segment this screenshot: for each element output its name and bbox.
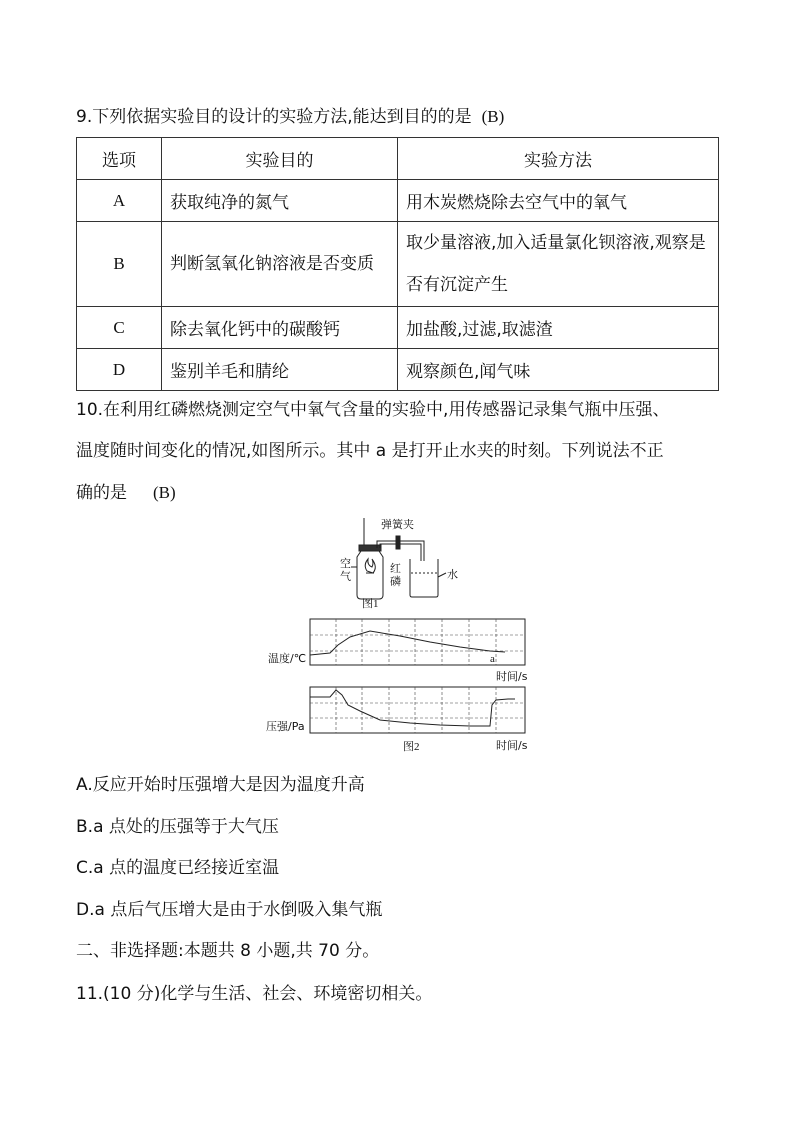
row-a-option: A xyxy=(77,180,162,222)
header-method: 实验方法 xyxy=(398,138,719,180)
q10-option-a: A.反应开始时压强增大是因为温度升高 xyxy=(76,775,365,795)
q10-stem-line2: 温度随时间变化的情况,如图所示。其中 a 是打开止水夹的时刻。下列说法不正 xyxy=(76,441,664,461)
clamp-label: 弹簧夹 xyxy=(381,518,414,531)
flame-icon xyxy=(365,559,375,573)
temperature-curve xyxy=(310,631,505,655)
gas-bottle xyxy=(357,551,383,599)
row-d-option: D xyxy=(77,349,162,391)
row-c-method: 加盐酸,过滤,取滤渣 xyxy=(398,307,719,349)
table-header-row xyxy=(77,138,719,180)
pressure-grid xyxy=(310,687,525,733)
q10-option-c: C.a 点的温度已经接近室温 xyxy=(76,858,280,878)
q10-option-d: D.a 点后气压增大是由于水倒吸入集气瓶 xyxy=(76,900,383,920)
header-option: 选项 xyxy=(77,138,162,180)
pressure-xlabel: 时间/s xyxy=(496,739,528,752)
fig2-caption: 图2 xyxy=(403,741,420,753)
row-b-method: 取少量溶液,加入适量氯化钡溶液,观察是否有沉淀产生 xyxy=(398,222,719,307)
row-d-goal: 鉴别羊毛和腈纶 xyxy=(162,349,398,391)
q10-stem-line1: 10.在利用红磷燃烧测定空气中氧气含量的实验中,用传感器记录集气瓶中压强、 xyxy=(76,400,670,420)
phosphorus-label-2: 磷 xyxy=(390,575,401,588)
spring-clamp xyxy=(396,536,400,549)
pressure-ylabel: 压强/Pa xyxy=(266,720,305,733)
row-b-goal: 判断氢氧化钠溶液是否变质 xyxy=(162,222,398,307)
table-row xyxy=(77,180,719,222)
experiment-figure-svg xyxy=(260,515,540,755)
water-beaker xyxy=(410,559,438,597)
section2-heading: 二、非选择题:本题共 8 小题,共 70 分。 xyxy=(76,941,380,961)
fig1-caption: 图1 xyxy=(362,598,379,610)
bottle-stopper xyxy=(359,545,381,551)
q11-stem: 11.(10 分)化学与生活、社会、环境密切相关。 xyxy=(76,984,433,1004)
row-b-option: B xyxy=(77,222,162,307)
q10-answer: (B) xyxy=(153,483,176,502)
q9-stem: 9.下列依据实验目的设计的实验方法,能达到目的的是 (B) xyxy=(76,107,505,127)
pressure-curve xyxy=(310,690,515,726)
q9-answer: (B) xyxy=(481,107,505,126)
row-a-goal: 获取纯净的氮气 xyxy=(162,180,398,222)
table-row xyxy=(77,222,719,307)
table-row xyxy=(77,349,719,391)
temperature-ylabel: 温度/℃ xyxy=(268,652,307,665)
table-row xyxy=(77,307,719,349)
q9-options-table xyxy=(76,137,719,391)
q10-figure xyxy=(260,515,540,755)
air-label-2: 气 xyxy=(340,570,351,583)
water-pointer xyxy=(438,573,446,577)
pressure-frame xyxy=(310,687,525,733)
row-d-method: 观察颜色,闻气味 xyxy=(398,349,719,391)
header-goal: 实验目的 xyxy=(162,138,398,180)
phosphorus-label-1: 红 xyxy=(390,562,401,575)
q10-stem-line3: 确的是 (B) xyxy=(76,483,176,503)
row-c-option: C xyxy=(77,307,162,349)
water-label: 水 xyxy=(447,568,458,581)
temperature-xlabel: 时间/s xyxy=(496,670,528,683)
point-a-label: a xyxy=(490,653,495,665)
air-label-1: 空 xyxy=(340,557,351,570)
pressure-chart xyxy=(310,687,525,733)
row-c-goal: 除去氧化钙中的碳酸钙 xyxy=(162,307,398,349)
q10-option-b: B.a 点处的压强等于大气压 xyxy=(76,817,279,837)
row-a-method: 用木炭燃烧除去空气中的氧气 xyxy=(398,180,719,222)
